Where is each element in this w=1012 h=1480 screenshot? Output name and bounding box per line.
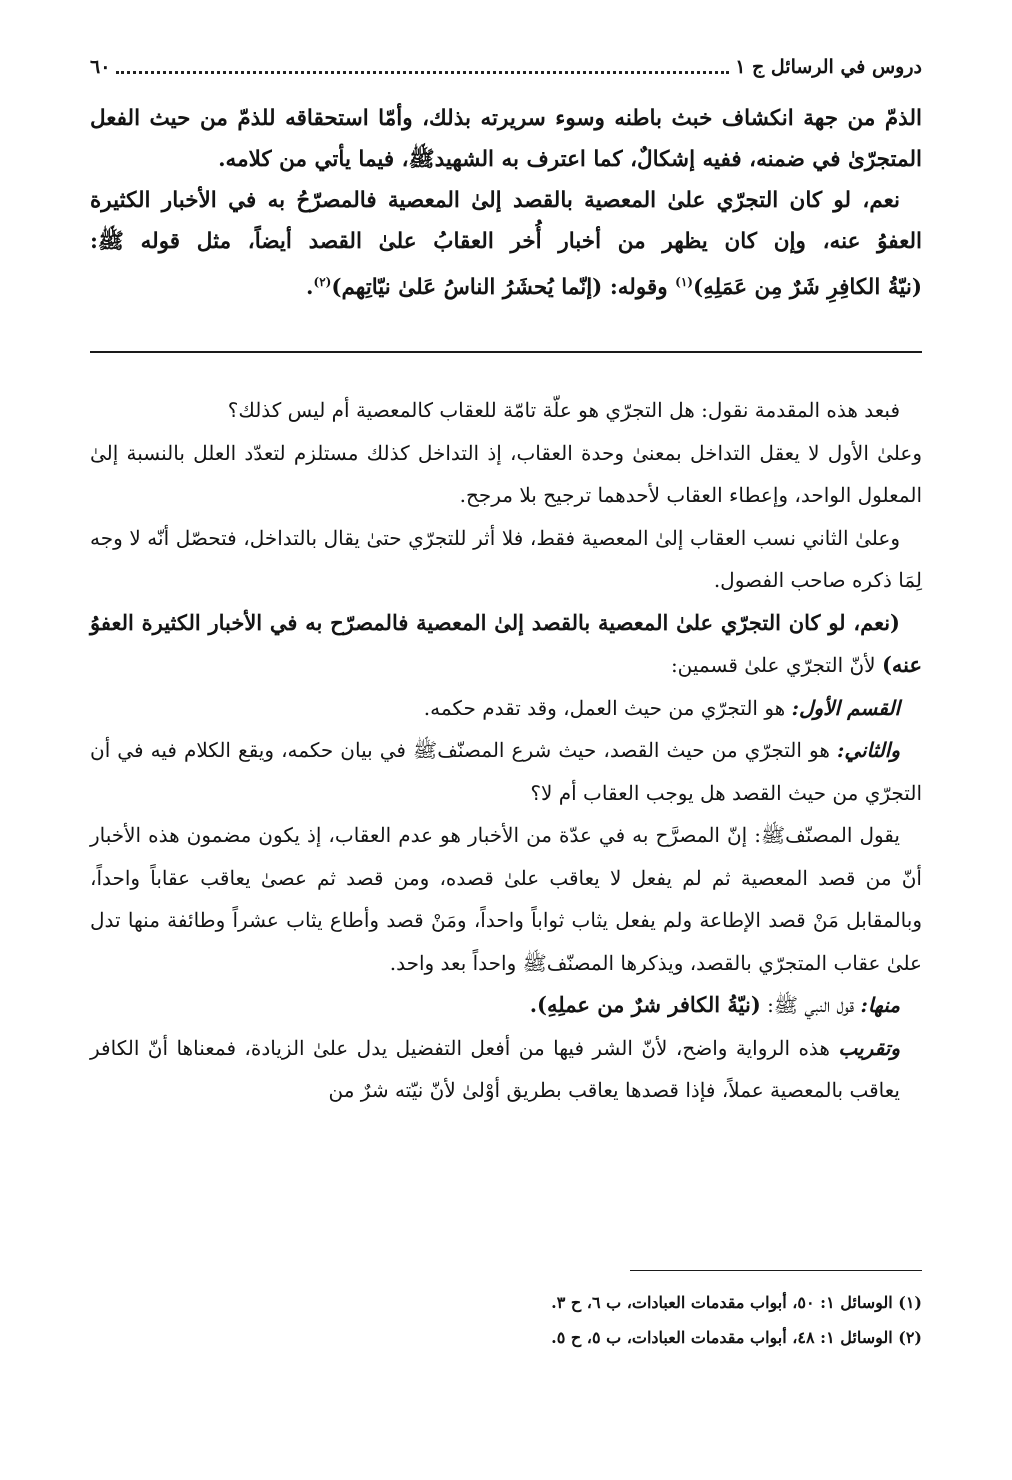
bold-citation-text: (نعم، لو كان التجرّي علىٰ المعصية بالقصد إلىٰ المعصية فالمصرّح به في الأخبار الكثيرة العفوُ عنه)	[90, 609, 922, 677]
last-paragraph-text: هذه الرواية واضح، لأنّ الشر فيها من أفعل التفضيل يدل علىٰ الزيادة، فمعناها أنّ الكافر يعاقب بالمعصية عملاً، فإذا قصدها يعاقب بطريق أوْلىٰ لأنّ نيّته شرٌ من	[90, 1035, 900, 1102]
commentary-paragraph-3: وعلىٰ الثاني نسب العقاب إلىٰ المعصية فقط، فلا أثر للتجرّي حتىٰ يقال بالتداخل، فتحصّل أنّه لا وجه لِمَا ذكره صاحب الفصول.	[90, 525, 922, 592]
footnote-1: (١) الوسائل ١: ٥٠، أبواب مقدمات العبادات، ب ٦، ح ٣.	[551, 1293, 922, 1312]
section-first-text: هو التجرّي من حيث العمل، وقد تقدم حكمه.	[423, 695, 792, 720]
header-dot-leader	[116, 55, 729, 74]
section-first-term: القسم الأول:	[791, 695, 900, 720]
example-line	[90, 984, 922, 1027]
quoted-paragraph-1: الذمّ من جهة انكشاف خبث باطنه وسوء سريرته بذلك، وأمّا استحقاقه للذمّ من حيث الفعل المتجرّىٰ في ضمنه، ففيه إشكالٌ، كما اعترف به الشهيدﷺ، فيما يأتي من كلامه.	[90, 106, 922, 172]
last-paragraph	[90, 1027, 922, 1112]
footnote-divider	[630, 1270, 922, 1271]
author-paragraph: يقول المصنّفﷺ: إنّ المصرَّح به في عدّة من الأخبار هو عدم العقاب، إذ يكون مضمون هذه الأخبار أنّ من قصد المعصية ثم لم يفعل لا يعاقب علىٰ قصده، ومن قصد ثم عصىٰ يعاقب عقاباً واحداً، وبالمقابل مَنْ قصد الإطاعة ولم يفعل يثاب ثواباً واحداً، ومَنْ قصد وأطاع يثاب عشراً وطائفة منها تدل علىٰ عقاب المتجرّي بالقصد، ويذكرها المصنّفﷺ واحداً بعد واحد.	[90, 823, 922, 975]
quoted-p2-middle: وقوله:	[602, 275, 676, 301]
quoted-source-text	[90, 98, 922, 308]
example-term: منها:	[860, 993, 900, 1017]
page-number: ٦٠	[90, 56, 111, 78]
quoted-p2-end: .	[306, 275, 314, 301]
bold-citation-rest: لأنّ التجرّي علىٰ قسمين:	[670, 653, 882, 677]
hadith-quote-2: (إنّما يُحشَرُ الناسُ عَلىٰ نيّاتِهم)	[331, 275, 603, 301]
section-second	[90, 729, 922, 814]
example-text: قول النبي ﷺ:	[760, 993, 861, 1017]
footnote-ref-2: (٢)	[313, 275, 332, 289]
footnote-ref-1: (١)	[675, 275, 693, 289]
page-header	[90, 48, 922, 78]
section-second-text: هو التجرّي من حيث القصد، حيث شرع المصنّفﷺ في بيان حكمه، ويقع الكلام فيه في أن التجرّي من حيث القصد هل يوجب العقاب أم لا؟	[90, 738, 922, 805]
quoted-p2-text: نعم، لو كان التجرّي علىٰ المعصية بالقصد إلىٰ المعصية فالمصرّحُ به في الأخبار الكثيرة العفوُ عنه، وإن كان يظهر من أخبار أُخر العقابُ علىٰ القصد أيضاً، مثل قوله ﷺ:	[90, 188, 922, 254]
hadith-quote-1: (نيّةُ الكافِرِ شَرٌ مِن عَمَلِهِ)	[692, 275, 922, 301]
footnotes	[90, 1285, 922, 1355]
example-quote: (نيّةُ الكافر شرٌ من عملِهِ).	[529, 992, 761, 1017]
section-first	[90, 687, 922, 730]
commentary-paragraph-1: فبعد هذه المقدمة نقول: هل التجرّي هو علّة تامّة للعقاب كالمعصية أم ليس كذلك؟	[227, 398, 900, 422]
section-second-term: والثاني:	[836, 738, 900, 762]
last-paragraph-term: وتقريب	[838, 1035, 900, 1060]
section-divider	[90, 351, 922, 353]
commentary-paragraph-2: وعلىٰ الأول لا يعقل التداخل بمعنىٰ وحدة العقاب، إذ التداخل كذلك مستلزم لتعدّد العلل بالنسبة إلىٰ المعلول الواحد، وإعطاء العقاب لأحدهما ترجيح بلا مرجح.	[90, 440, 922, 507]
running-title: دروس في الرسائل ج ١	[735, 56, 922, 78]
commentary-text	[90, 389, 922, 1112]
commentary-bold-citation	[90, 602, 922, 687]
quoted-paragraph-2	[90, 180, 922, 308]
footnote-2: (٢) الوسائل ١: ٤٨، أبواب مقدمات العبادات، ب ٥، ح ٥.	[551, 1328, 922, 1347]
